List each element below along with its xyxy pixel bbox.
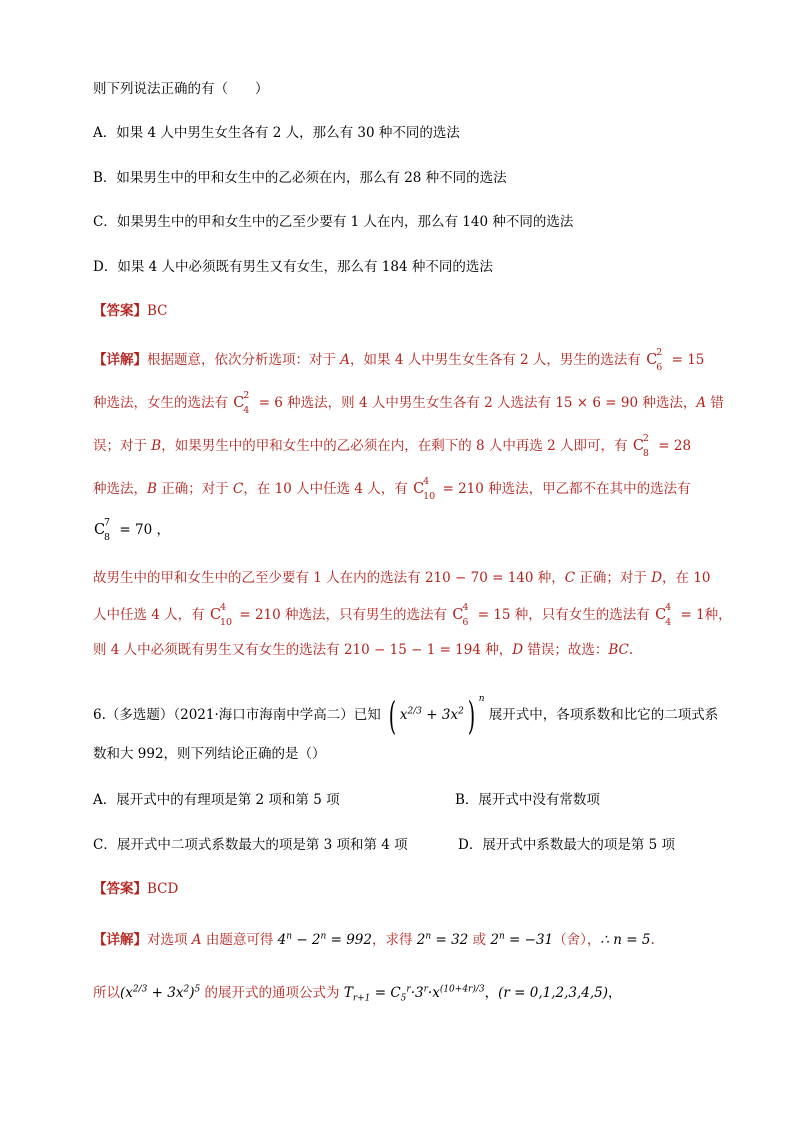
q5-explain-line-7: 人中任选 4 人，有 C 4 10 = 210 种选法，只有男生的选法有 C 4 6 = 15 种，只有女生的选法有 C 4 4 = 1种， [93, 602, 732, 628]
explain-tag: 【详解】 [93, 932, 147, 948]
right-paren: ) [467, 693, 475, 738]
q5-option-a: A．如果 4 人中男生女生各有 2 人，那么有 30 种不同的选法 [93, 125, 460, 141]
q6-answer [93, 879, 178, 899]
q5-explain-line-1: 【详解】根据题意，依次分析选项：对于 A，如果 4 人中男生女生各有 2 人，男生的选法有 C 2 6 = 15 [93, 347, 705, 373]
q6-explain-line-1: 【详解】对选项 A 由题意可得 $4^n - 2^n = 992$，求得 $2^n = 32$ 或 $2^n = -31$（舍），∴ n = 5. [93, 931, 655, 948]
q6-stem-line-1: 6.（多选题）（2021·海口市海南中学高二）已知 ( $x^{2/3} + 3x^2$) $^n$ 展开式中，各项系数和比它的二项式系 [93, 693, 719, 738]
q6-option-b: B．展开式中没有常数项 [455, 792, 600, 808]
q5-answer [93, 301, 168, 321]
answer-tag: 【答案】 [93, 881, 147, 897]
q6-binomial: $x^{2/3} + 3x^2$ [399, 706, 464, 723]
q6-stem-line-2: 数和大 992，则下列结论正确的是（） [93, 746, 326, 762]
q5-stem: 则下列说法正确的有（ ） [93, 81, 269, 97]
q5-option-d: D．如果 4 人中必须既有男生又有女生，那么有 184 种不同的选法 [93, 259, 493, 275]
answer-value: BC [147, 303, 168, 319]
explain-tag: 【详解】 [93, 352, 147, 368]
q5-explain-line-2: 种选法，女生的选法有 C 2 4 = 6 种选法，则 4 人中男生女生各有 2 人选法有 15 × 6 = 90 种选法，A 错 [93, 390, 724, 416]
q5-option-c: C．如果男生中的甲和女生中的乙至少要有 1 人在内，那么有 140 种不同的选法 [93, 214, 574, 230]
q6-suffix: 展开式中，各项系数和比它的二项式系 [488, 707, 719, 723]
answer-tag: 【答案】 [93, 303, 147, 319]
q5-option-b: B．如果男生中的甲和女生中的乙必须在内，那么有 28 种不同的选法 [93, 170, 507, 186]
q5-explain-line-5: C 7 8 = 70 ， [94, 517, 170, 543]
q6-option-c: C．展开式中二项式系数最大的项是第 3 项和第 4 项 [93, 837, 408, 853]
q6-option-d: D．展开式中系数最大的项是第 5 项 [458, 837, 675, 853]
q5-explain-line-4: 种选法，B 正确；对于 C，在 10 人中任选 4 人，有 C 4 10 = 210 种选法，甲乙都不在其中的选法有 [93, 476, 691, 502]
q5-explain-line-3: 误；对于 B，如果男生中的甲和女生中的乙必须在内，在剩下的 8 人中再选 2 人即可，有 C 2 8 = 28 [93, 433, 692, 459]
q6-explain-line-2: 所以$(x^{2/3} + 3x^2)^5$ 的展开式的通项公式为 $T_{r+1} = C_5^r\cdot 3^r\cdot x^{(10+4r)/3}$，(r = 0,1,2,3,4,5)， [93, 984, 622, 1004]
q6-option-a: A．展开式中的有理项是第 2 项和第 5 项 [93, 792, 340, 808]
q6-prefix: 6.（多选题）（2021·海口市海南中学高二）已知 [93, 707, 381, 723]
left-paren: ( [388, 693, 397, 738]
q5-explain-line-6: 故男生中的甲和女生中的乙至少要有 1 人在内的选法有 210 − 70 = 140 种，C 正确；对于 D，在 10 [93, 570, 711, 586]
q5-explain-line-8: 则 4 人中必须既有男生又有女生的选法有 210 − 15 − 1 = 194 种，D 错误；故选：BC. [93, 642, 634, 658]
answer-value: BCD [147, 881, 179, 897]
